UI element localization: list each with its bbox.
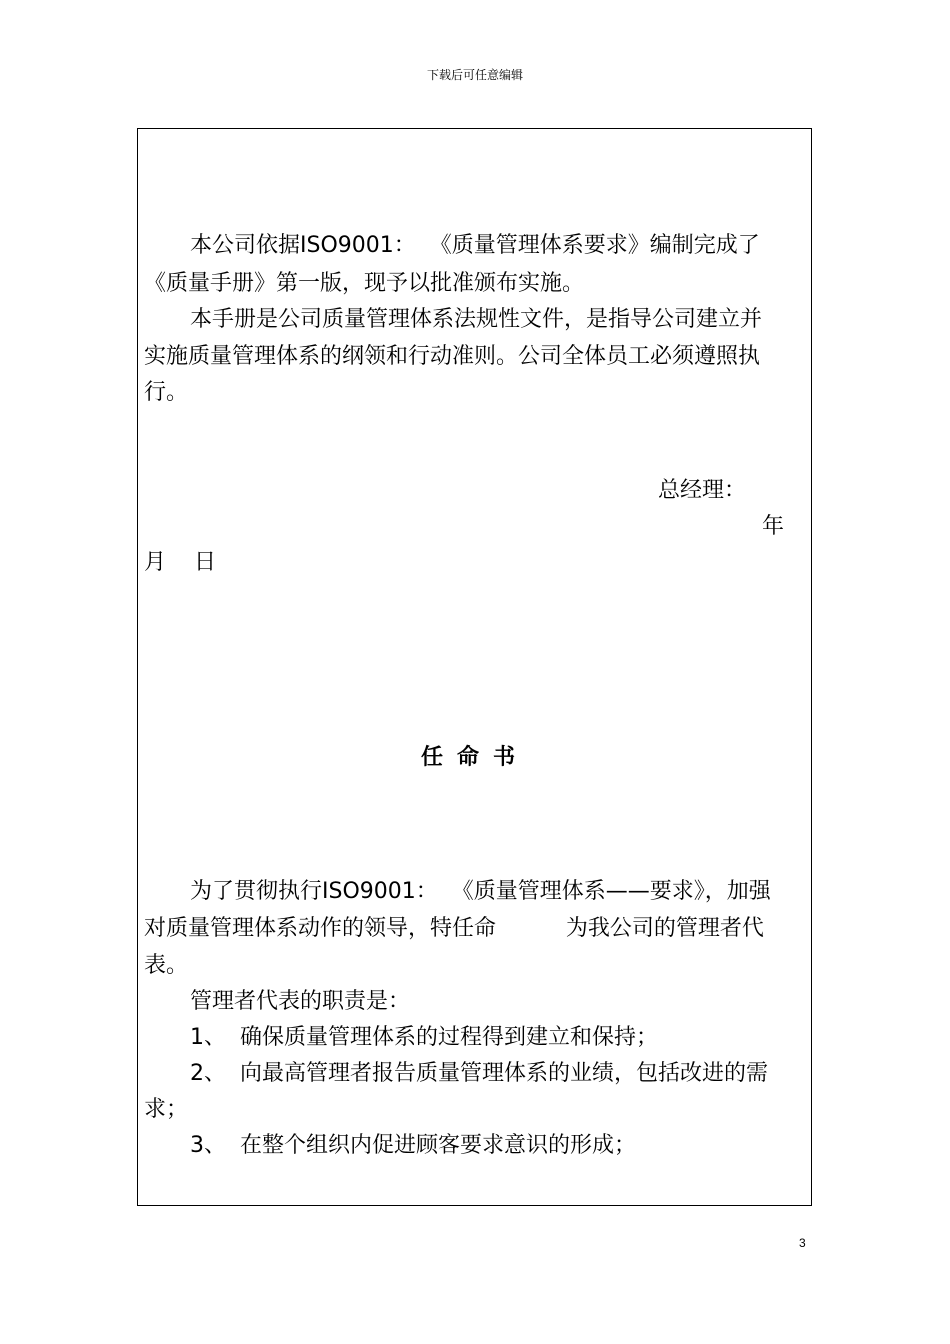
year-label: 年 xyxy=(762,514,785,539)
appointment-paragraph-1-line-1: 为了贯彻执行ISO9001： 《质量管理体系——要求》，加强 xyxy=(190,879,771,904)
appointment-paragraph-1-line-2: 对质量管理体系动作的领导，特任命 为我公司的管理者代 xyxy=(144,916,764,941)
duties-heading: 管理者代表的职责是： xyxy=(190,989,411,1014)
appointment-paragraph-1-line-3: 表。 xyxy=(144,953,189,978)
approval-paragraph-1-line-2: 《质量手册》第一版，现予以批准颁布实施。 xyxy=(144,271,585,296)
approval-paragraph-1-line-1: 本公司依据ISO9001： 《质量管理体系要求》编制完成了 xyxy=(190,233,760,258)
duty-item-2-line-1: 2、 向最高管理者报告质量管理体系的业绩，包括改进的需 xyxy=(190,1061,768,1086)
month-day-label: 月 日 xyxy=(144,550,216,575)
general-manager-label: 总经理： xyxy=(658,478,747,503)
header-note: 下载后可任意编辑 xyxy=(426,68,523,82)
approval-paragraph-2-line-2: 实施质量管理体系的纲领和行动准则。公司全体员工必须遵照执 xyxy=(144,344,761,369)
page-number: 3 xyxy=(799,1236,806,1250)
duty-item-1: 1、 确保质量管理体系的过程得到建立和保持； xyxy=(190,1025,658,1050)
duty-item-3: 3、 在整个组织内促进顾客要求意识的形成； xyxy=(190,1133,636,1158)
approval-paragraph-2-line-1: 本手册是公司质量管理体系法规性文件，是指导公司建立并 xyxy=(190,307,763,332)
approval-paragraph-2-line-3: 行。 xyxy=(144,380,189,405)
duty-item-2-line-2: 求； xyxy=(144,1097,189,1122)
appointment-title: 任命书 xyxy=(420,745,529,770)
